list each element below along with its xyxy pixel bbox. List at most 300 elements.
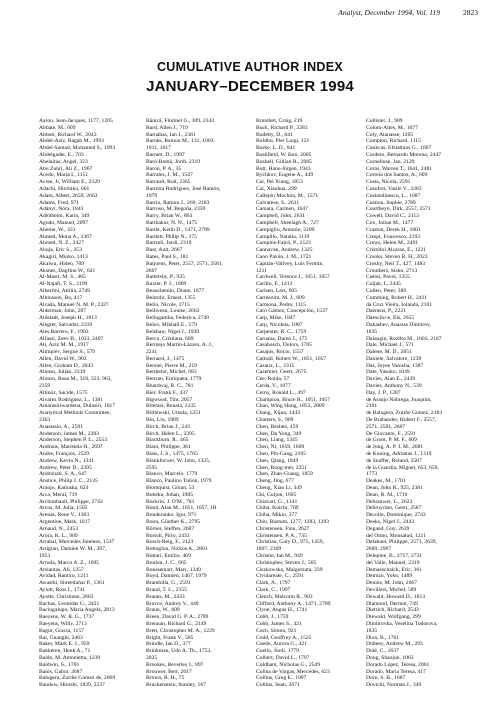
- author-entry: Blankforwer, W. John, 1325,: [146, 457, 211, 464]
- author-entry: Dion, B., 1761: [366, 634, 400, 641]
- author-entry: Campins-Falcó, P., 2123: [256, 240, 311, 247]
- author-entry: Boulou, J. C., 665: [146, 559, 187, 566]
- author-entry: Christensen, Finn, 2627: [256, 525, 310, 532]
- author-entry: Brand, T. L., 2155: [146, 586, 187, 593]
- author-entry: 1807, 2309: [256, 546, 282, 553]
- author-entry: Carillo, F., 1413: [256, 281, 293, 288]
- author-entry: Alegret, Salvador, 2319: [39, 321, 93, 328]
- author-entry: Cai, Xiaohua, 299: [256, 185, 297, 192]
- author-entry: Cumming, Robert H., 2411: [366, 294, 428, 301]
- author-entry: Bachas, Leonidas G., 2421: [39, 600, 100, 607]
- author-entry: Bottoglou, Nickos A., 2801: [146, 546, 208, 553]
- author-entry: Alderman, John, 287: [39, 308, 86, 315]
- author-entry: Alvarez Rodríguez, L., 1381: [39, 396, 103, 403]
- author-entry: Date, Yasuko, 1049: [366, 369, 410, 376]
- author-entry: Blain, Philippe, 361: [146, 444, 191, 451]
- author-entry: Bates, Paul S., 181: [146, 253, 189, 260]
- index-period: JANUARY–DECEMBER 1994: [146, 78, 354, 95]
- author-entry: Butt, Hans-Jürgen, 1943: [256, 165, 311, 172]
- author-entry: 2669, 2967: [366, 546, 392, 553]
- author-entry: Capitán-Vallvey, Luis Fermín,: [256, 260, 324, 267]
- author-entry: 2101: [366, 403, 378, 410]
- author-entry: Barrales, J. M., 1547: [146, 172, 193, 179]
- author-entry: Albertini, Attilia, 2749: [39, 287, 90, 294]
- author-entry: Dale, Michael J., 571: [366, 342, 414, 349]
- author-entry: de la Guardia, Miguel, 653, 659,: [366, 464, 439, 471]
- author-entry: Barreira Rodríguez, José Ramón,: [146, 185, 221, 192]
- author-entry: Cheng, Jing, 677: [256, 478, 294, 485]
- author-entry: Awasthi, Shreeduhar P., 1361: [39, 580, 105, 587]
- author-entry: Ayotte, Christiane, 2663: [39, 593, 94, 600]
- author-entry: Barroso, M. Begoña, 2359: [146, 206, 206, 213]
- author-entry: Blomquist, Göran, 53: [146, 485, 195, 492]
- author-entry: Cerny, Ronald L., 497: [256, 389, 306, 396]
- author-entry: Dennis, M. John, 2667: [366, 580, 417, 587]
- author-entry: de Araújo Nóbrega, Joaquim,: [366, 396, 432, 403]
- author-entry: Cullen, Peter, 389: [366, 287, 407, 294]
- author-entry: Cazaux, L., 2315: [256, 362, 295, 369]
- author-entry: Chen, Ni, 1659, 1669: [256, 444, 305, 451]
- author-entry: Belin, Nicole, 1715: [146, 301, 190, 308]
- author-entry: Cobb, James S., 421: [256, 620, 302, 627]
- journal-citation: Analyst, December 1994, Vol. 119: [338, 8, 440, 17]
- author-entry: Aldstadt, Joseph H., 1813: [39, 315, 97, 322]
- author-entry: Deeks, Nigel J., 2443: [366, 519, 415, 526]
- author-entry: Blanco, Paulino Tuñon, 1979: [146, 478, 212, 485]
- author-entry: Andrew, Kevin N., 1341: [39, 457, 94, 464]
- author-entry: Dean, R. M., 1719: [366, 491, 408, 498]
- author-entry: Bănică, Florinel G., 309, 2343: [146, 118, 215, 124]
- author-entry: Arruda, Marco A. Z., 1695: [39, 559, 99, 566]
- author-entry: Baeyens, Willy, 2713: [39, 620, 87, 627]
- author-entry: Chi, Guijun, 1605: [256, 491, 297, 498]
- author-entry: de Balugera, Zuriñe Gomez, 2183: [366, 410, 443, 417]
- author-entry: Dietrich, Richard, 2543: [366, 607, 419, 614]
- author-entry: Arora, K. L., 909: [39, 532, 78, 539]
- author-entry: Alimpiev, Sergue S., 579: [39, 349, 96, 356]
- author-entry: Aksnes, Dagfinn W., 641: [39, 267, 96, 274]
- author-entry: Dimitrovka, Veselina Todorova,: [366, 620, 438, 627]
- author-entry: del Valle, Manuel, 2319: [366, 559, 420, 566]
- author-entry: Degand, Guy, 2639: [366, 525, 410, 532]
- author-entry: Christie, Ian M., 949: [256, 553, 303, 559]
- author-entry: Crouthers, Sisko, 2713: [366, 267, 418, 274]
- author-entry: Alcada, Manuel N. M. P., 2327: [39, 301, 109, 308]
- author-entry: 1835: [366, 328, 378, 335]
- author-entry: Baldo, M. Antonietta, 1239: [39, 654, 101, 661]
- author-entry: Anstice, Philip J. C., 2135: [39, 478, 98, 485]
- author-entry: 2359: [39, 383, 51, 390]
- author-entry: Belliveau, Louise, 2663: [146, 308, 200, 315]
- author-entry: Belshaw, Nigel J., 1939: [146, 328, 200, 335]
- author-entry: Bin, Liu, 1909: [146, 417, 179, 424]
- author-entry: Campbell, Sheelagh A., 727: [256, 219, 319, 226]
- author-entry: Andre, François, 2529: [39, 451, 90, 458]
- author-entry: Agudo, Manuel, 2097: [39, 219, 89, 226]
- author-entry: Campillo, Natalia, 1119: [256, 233, 310, 240]
- author-entry: Cazemier, Geert, 2675: [256, 369, 307, 376]
- author-entry: Bruntlett, Craig, 219: [256, 118, 303, 124]
- author-entry: Adányi, Nóra, 1843: [39, 206, 84, 213]
- author-entry: Cosofret, Vasile V., 2283: [366, 185, 422, 192]
- author-entry: Bychkov, Eugene A., 449: [256, 172, 314, 179]
- author-entry: Arca, Meral, 719: [39, 491, 78, 498]
- author-entry: Argentine, Mark, 1017: [39, 519, 91, 526]
- author-entry: Arrabal, Mercedes Jiménez, 1537: [39, 539, 115, 546]
- author-entry: Budetty, D., 841: [256, 131, 293, 138]
- author-entry: Brouwer, Bert, 2617: [146, 668, 192, 675]
- author-entry: Daenens, P., 2221: [366, 308, 406, 315]
- author-entry: Brindle, Ian D., 377: [146, 641, 191, 648]
- author-entry: Berthelot, Michel, 683: [146, 369, 197, 376]
- author-entry: Cannavan, Andrew, 1325: [256, 247, 313, 254]
- author-entry: Blackburn, R., 465: [146, 437, 189, 444]
- author-entry: Barry, Brian W., 863: [146, 213, 193, 220]
- author-entry: Cristófol Alcaraz, E., 1221: [366, 247, 426, 254]
- author-entry: Crews, Helen M., 2491: [366, 240, 419, 247]
- author-entry: Corns, Warren T., 1641, 2481: [366, 165, 433, 172]
- author-entry: Abdelgader, E., 703: [39, 151, 84, 158]
- author-entry: Bhardwaj, R. C., 781: [146, 383, 194, 390]
- author-entry: Dean, John R., 925, 2381: [366, 485, 423, 492]
- author-entry: Bortoli, Pirlo, 2433: [146, 532, 190, 539]
- author-entry: Bruckenstein, Stanley, 167: [146, 682, 206, 689]
- author-entry: Carpenter, R. C., 1759: [256, 328, 307, 335]
- author-entry: Delahaut, Philippe, 2571, 2639,: [366, 539, 438, 546]
- author-entry: Bond, Alan M., 1051, 1057, 1R: [146, 505, 217, 512]
- author-entry: Abbate, M., 609: [39, 124, 76, 131]
- author-entry: Adeltheim, Karin, 349: [39, 213, 90, 220]
- author-entry: Carlsen, Lars, 605: [256, 287, 298, 294]
- author-entry: Casabosch, Dolors, 1705: [256, 342, 312, 349]
- author-entry: Andraus, Maristela H., 2697: [39, 444, 103, 451]
- author-entry: Dewald, Howard D., 1813: [366, 593, 426, 600]
- author-entry: Bartlett, Philip N., 175: [146, 233, 197, 240]
- author-entry: Balós, Gabor, 2687: [39, 668, 83, 675]
- author-entry: Clark, C., 1997: [256, 586, 291, 593]
- author-entry: Al-Masri, M. S., 465: [39, 274, 86, 281]
- author-entry: Davies, Anthony N., 539: [366, 383, 422, 390]
- author-entry: Adam, Albert, 2659, 2663: [39, 192, 98, 199]
- author-entry: Dorado, Maria Teresa, 417: [366, 668, 426, 675]
- running-head: [22, 8, 478, 20]
- author-entry: del Olmo, Monsalud, 1211: [366, 532, 426, 539]
- author-entry: Crooks, Steven R. H., 2023: [366, 253, 428, 260]
- author-entry: Baciugalupo, Maria Angela, 2813: [39, 607, 115, 614]
- author-entry: Campiglio, Antonio, 2209: [256, 226, 315, 233]
- author-entry: Coello, Jordi, 1779: [256, 648, 299, 655]
- author-entry: Ahmed, Mona A., 1367: [39, 233, 92, 240]
- author-entry: Cano Pavón, J. M., 1721: [256, 253, 312, 260]
- author-entry: Chen, Liang, 1345: [256, 437, 298, 444]
- author-entry: Bushell, Gillian R., 2005: [256, 158, 312, 165]
- author-entry: Bonderanko, Igor, 971: [146, 512, 197, 519]
- author-entry: Cox, Julian M., 1477: [366, 219, 414, 226]
- author-entry: Biletzer, Renata, 1235: [146, 403, 196, 410]
- author-entry: Costiou, Sophie, 2789: [366, 199, 416, 206]
- author-entry: Chiba, Koichi, 709: [256, 505, 299, 512]
- author-entry: Chen, Qiang, 1849: [256, 457, 299, 464]
- author-entry: Chen, Pin-Gang, 2105: [256, 451, 307, 458]
- author-entry: Deakes, M., 1701: [366, 478, 406, 485]
- author-entry: Allen, Graham D., 2043: [39, 362, 94, 369]
- author-entry: Collins, Greg E., 1907: [256, 675, 307, 682]
- author-entry: Dorado López, Teresa, 2061: [366, 661, 430, 668]
- author-entry: Crespi, Francesco, 2193: [366, 233, 421, 240]
- author-entry: Baker, Mark E. J., 959: [39, 641, 90, 648]
- author-entry: Csémi, Pavol, 1355: [366, 274, 410, 281]
- author-entry: Ciszkowska, Malgorzata, 239: [256, 566, 323, 573]
- author-entry: Baeyens, W. R. G., 1737: [39, 614, 95, 621]
- author-entry: Blais, J. S., 1475, 1765: [146, 451, 198, 458]
- author-entry: Daniele, Salvatore, 1239: [366, 355, 422, 362]
- author-entry: Daesclicce, Els, 2655: [366, 315, 415, 322]
- author-entry: Boyd, Damien, 1467, 1979: [146, 573, 207, 580]
- author-entry: Dakashev, Anastas Dimitrov,: [366, 321, 431, 328]
- author-entry: Bramhilla, G., 2591: [146, 580, 191, 587]
- author-entry: Cai, Pei Xiang, 1853: [256, 179, 303, 186]
- author-entry: Arnaud, N., 2453: [39, 525, 78, 532]
- author-entry: Carp, Nicoleta, 1087: [256, 321, 303, 328]
- author-entry: Das, Joyee Vanisha, 1387: [366, 362, 424, 369]
- author-entry: Bockrin, J. O'M., 781: [146, 498, 195, 505]
- author-entry: Analytical Methods Committee,: [39, 410, 111, 417]
- author-entry: 1835: [366, 627, 378, 634]
- author-entry: Bartle, Keith D., 1471, 2789: [146, 226, 210, 233]
- author-entry: de Groot, P. M. F., 609: [366, 437, 417, 444]
- author-entry: Bandow, Hiroshi, 1829, 2237: [39, 682, 105, 689]
- author-entry: Araujo, Katiuska, 623: [39, 485, 89, 492]
- author-entry: De Giovanni, F., 2591: [366, 430, 416, 437]
- author-entry: Anastasio, A., 2591: [39, 423, 83, 430]
- author-entry: Bermejo Martín-Lázaro, A. J.,: [146, 342, 214, 349]
- author-entry: Adachi, Hirohiko, 601: [39, 185, 90, 192]
- author-entry: Christensen, P. A., 735: [256, 532, 307, 539]
- author-entry: Clench, Malcolm R., 903: [256, 593, 313, 600]
- author-entry: Bottari, Emilio, 469: [146, 553, 191, 559]
- author-entry: 2607: [146, 267, 158, 274]
- author-entry: Chang, Xijun, 1443: [256, 410, 301, 417]
- author-entry: Bertran, Enriqueta, 1779: [146, 376, 202, 383]
- author-entry: Collister, J., 909: [366, 118, 403, 124]
- author-entry: de Koning, Adrianus J., 1319: [366, 451, 432, 458]
- author-entry: Coedo, Aurora G., 421: [256, 641, 307, 648]
- author-entry: Calvarese, S., 2611: [256, 199, 300, 206]
- author-entry: Colbert, David L., 1797: [256, 654, 310, 661]
- author-entry: da Cruz Vieira, Iolanda, 2101: [366, 301, 433, 308]
- author-entry: Diamond, Dermot, 749: [366, 600, 418, 607]
- author-entry: Bersier, Pierre M., 219: [146, 362, 198, 369]
- author-entry: 2363: [39, 417, 51, 424]
- author-entry: Baró-Romà, Jordi, 2319: [146, 158, 201, 165]
- author-entry: Cardwell, Terence J., 1051, 1057: [256, 274, 330, 281]
- author-entry: Baldwin, S., 1701: [39, 661, 80, 668]
- author-entry: Avidad, Ramiro, 1211: [39, 573, 89, 580]
- author-entry: Dovichi, Norman J., 349: [366, 682, 422, 689]
- author-entry: Ali, Aziz M. M., 1917: [39, 342, 89, 349]
- author-entry: Colom-Altés, M., 1077: [366, 124, 419, 131]
- author-entry: 2241: [146, 349, 158, 356]
- author-entry: Diewald, Wolfgang, 299: [366, 614, 421, 621]
- author-entry: Barrault, Rod, 2365: [146, 179, 191, 186]
- author-entry: Boon, Günther K., 2795: [146, 519, 201, 526]
- author-entry: Costa, Nicola, 2591: [366, 179, 411, 186]
- author-entry: Barrio, Ramon J., 269, 2183: [146, 199, 210, 206]
- author-entry: Coly, Atanasse, 1205: [366, 131, 414, 138]
- author-entry: Aherne, W., 431: [39, 226, 76, 233]
- author-entry: Chiavari, G., 1141: [256, 498, 298, 505]
- author-entry: Akaiwa, Hideo, 709: [39, 260, 85, 267]
- author-entry: Bard, Allen J., 719: [146, 124, 188, 131]
- author-entry: Braun, W., 609: [146, 607, 180, 614]
- author-entry: Dalene, M. D., 2051: [366, 349, 412, 356]
- author-entry: Delepine, B., 2717, 2731: [366, 553, 423, 559]
- author-entry: Bakkeren, Henk A., 71: [39, 648, 91, 655]
- author-entry: Barnes, Ramon M., 131, 1003,: [146, 138, 215, 145]
- author-entry: Chan, Wing Hong, 1853, 2809: [256, 403, 325, 410]
- author-entry: Costandinescu, L., 1687: [366, 192, 421, 199]
- author-entry: Correia dos Santos, A., 609: [366, 172, 428, 179]
- author-entry: Cee, Rolda, 57: [256, 376, 290, 383]
- author-entry: Bercu, Cristiana, 689: [146, 335, 194, 342]
- author-entry: Chen, Da Yong, 349: [256, 430, 302, 437]
- author-entry: Cerda, V., 1077: [256, 383, 291, 390]
- author-entry: Chen, Zhan-Guang, 1859: [256, 471, 313, 478]
- author-entry: Brinkman, Udo A. Th., 1753,: [146, 648, 212, 655]
- author-entry: Dong, Shaojun, 1063: [366, 654, 414, 661]
- author-entry: Brookes, Beverley I., 897: [146, 661, 204, 668]
- author-entry: Aylott, Ross I., 1741: [39, 586, 86, 593]
- author-column-4: [366, 118, 478, 689]
- author-entry: Carp, Mike, 1847: [256, 315, 296, 322]
- author-entry: Davies, Alan E., 2439: [366, 376, 416, 383]
- author-entry: Buldini, Pier Luigi, 121: [256, 138, 310, 145]
- author-entry: Arcos, M. Julia, 1505: [39, 505, 88, 512]
- author-entry: Beauchemin, Diane, 1677: [146, 287, 205, 294]
- author-entry: Bravov, Andrey V., 449: [146, 600, 199, 607]
- author-column-1: [39, 118, 151, 689]
- author-entry: Altinöz, Sacide, 1575: [39, 389, 88, 396]
- author-entry: Baron, P. A., 35: [146, 165, 182, 172]
- index-title: CUMULATIVE AUTHOR INDEX: [156, 60, 344, 74]
- author-entry: Beitrohr, Ernest, 1355: [146, 294, 196, 301]
- author-entry: Acedo, Maria I., 1151: [39, 172, 89, 179]
- author-entry: Ahmed, N. Z., 2427: [39, 240, 84, 247]
- author-entry: Dorn, S. B., 1687: [366, 675, 406, 682]
- author-entry: Cookcas, Efstathios G., 1607: [366, 145, 432, 152]
- author-entry: Culjak, I., 2445: [366, 281, 401, 288]
- author-entry: Clifford, Anthony A., 1471, 2789: [256, 600, 331, 607]
- author-entry: Anderson, James M., 2283: [39, 430, 99, 437]
- author-entry: Casajús, Rocio, 1557: [256, 349, 304, 356]
- page-number: 2823: [463, 8, 478, 17]
- author-entry: Corneliuse, Jan, 2129: [366, 158, 415, 165]
- author-entry: Chiba, Mikio, 377: [256, 512, 298, 519]
- author-entry: Charters, S., 909: [256, 417, 294, 424]
- author-entry: Alonso, Rosa M., 319, 323, 963,: [39, 376, 112, 383]
- author-entry: Birch, Brian J., 243: [146, 423, 190, 430]
- author-entry: Burke, L. D., 841: [256, 145, 296, 152]
- author-entry: Carmezim, M. J., 609: [256, 294, 305, 301]
- author-entry: Andronati, S. A., 647: [39, 471, 87, 478]
- author-entry: Bobeka, Johan, 1985: [146, 491, 193, 498]
- author-entry: Bartroli, Jordi, 2319: [146, 240, 192, 247]
- author-entry: Dalangin, Rozllto M., 1603, 2187: [366, 335, 442, 342]
- author-entry: Allen, David W., 903: [39, 355, 87, 362]
- author-entry: Buck, Richard P., 2283: [256, 124, 308, 131]
- author-entry: Barnabas, Ian J., 2381: [146, 131, 196, 138]
- author-entry: Andrew, Peter D., 2395: [39, 464, 92, 471]
- author-entry: Adams, Fred, 971: [39, 199, 80, 206]
- author-entry: Ahuja, Eric S., 353: [39, 247, 82, 254]
- author-entry: Bosch-Reig, F., 2123: [146, 539, 194, 546]
- author-entry: Aaron, Jean-Jacques, 1177, 1205: [39, 118, 113, 124]
- author-entry: 1211: [256, 267, 267, 274]
- author-entry: Cowell, David C., 2113: [366, 213, 419, 220]
- author-entry: Day, J. P., 1287: [366, 389, 401, 396]
- author-entry: Balugera, Zuriñe Gomez de, 2669: [39, 675, 116, 682]
- author-entry: Brown, R. H., 75: [146, 675, 185, 682]
- author-entry: Börner, Steffen, 2687: [146, 525, 195, 532]
- author-entry: Akagiri, Mioko, 1413: [39, 253, 88, 260]
- author-entry: Artigran, Damien W. M., 287,: [39, 546, 107, 553]
- author-entry: Demaeschalck, Eric, 361: [366, 566, 422, 573]
- author-entry: Batjoens, Peter, 2557, 2571, 2581,: [146, 260, 223, 267]
- author-entry: Abelairas, Angel, 323: [39, 158, 88, 165]
- author-entry: Belov, Mikhail E., 579: [146, 321, 197, 328]
- author-entry: Coldham, Nicholas G., 2549: [256, 661, 321, 668]
- author-entry: Callejón Mochón, M., 1571: [256, 192, 319, 199]
- author-entry: Bright, Frank V., 505: [146, 634, 194, 641]
- author-entry: Cattrall, Robert W., 1051, 1057: [256, 355, 327, 362]
- author-entry: Baxter, P. J., 1809: [146, 281, 187, 288]
- author-entry: Decolin, Dominique, 2743: [366, 512, 426, 519]
- author-entry: Cobb, J., 1759: [256, 614, 289, 621]
- author-entry: Crosby, Neil T., 427, 1483: [366, 260, 426, 267]
- author-entry: Demizu, Yoko, 1489: [366, 573, 413, 580]
- author-entry: Champion, Bruce R., 1051, 1057: [256, 396, 330, 403]
- author-entry: 1953: [39, 553, 51, 559]
- author-entry: Cordero, Bernardo Moreno, 2447: [366, 151, 442, 158]
- author-entry: Alonso, Julián, 2319: [39, 369, 86, 376]
- author-entry: Chen, Rong-mei, 2251: [256, 464, 307, 471]
- author-entry: Abdel-Aziz, Ragab M., 1993: [39, 138, 104, 145]
- author-entry: Albinsson, Bo, 417: [39, 294, 83, 301]
- author-entry: Bagur, Gracia, 1157: [39, 627, 84, 634]
- author-entry: 2025: [146, 654, 158, 661]
- author-entry: Archimbault, Philippe, 2743: [39, 498, 103, 505]
- author-entry: Colina de Vargas, Mercedes, 623: [256, 668, 330, 675]
- author-entry: Chen, Beshen, 459: [256, 423, 299, 430]
- author-entry: Arslantas, Ali, 1257: [39, 566, 84, 573]
- author-entry: Debrauwer, L., 2623: [366, 498, 413, 505]
- author-entry: Brennan, Richard G., 2149: [146, 620, 207, 627]
- author-entry: Cheng, Xiao Li, 349: [256, 485, 302, 492]
- author-entry: Blanco, Marcelo, 1779: [146, 471, 198, 478]
- author-entry: Devillers, Michel, 589: [366, 586, 417, 593]
- author-entry: Boussemart, Marc, 1349: [146, 566, 201, 573]
- author-entry: de Snaffer, Roland, 2587: [366, 457, 422, 464]
- author-entry: 2595: [146, 464, 158, 471]
- author-entry: 2571, 2581, 2607: [366, 423, 406, 430]
- author-entry: Arenas, Rene V., 1303: [39, 512, 90, 519]
- author-entry: Camara, Carmen, 1647: [256, 206, 308, 213]
- author-entry: Barthakur, N. N., 1475: [146, 219, 198, 226]
- author-entry: Dolé, C., 1637: [366, 648, 399, 655]
- author-entry: Ales Barrero, F., 1903: [39, 328, 89, 335]
- author-entry: Debruycker, Geert, 2587: [366, 505, 422, 512]
- author-entry: 1979: [146, 192, 158, 199]
